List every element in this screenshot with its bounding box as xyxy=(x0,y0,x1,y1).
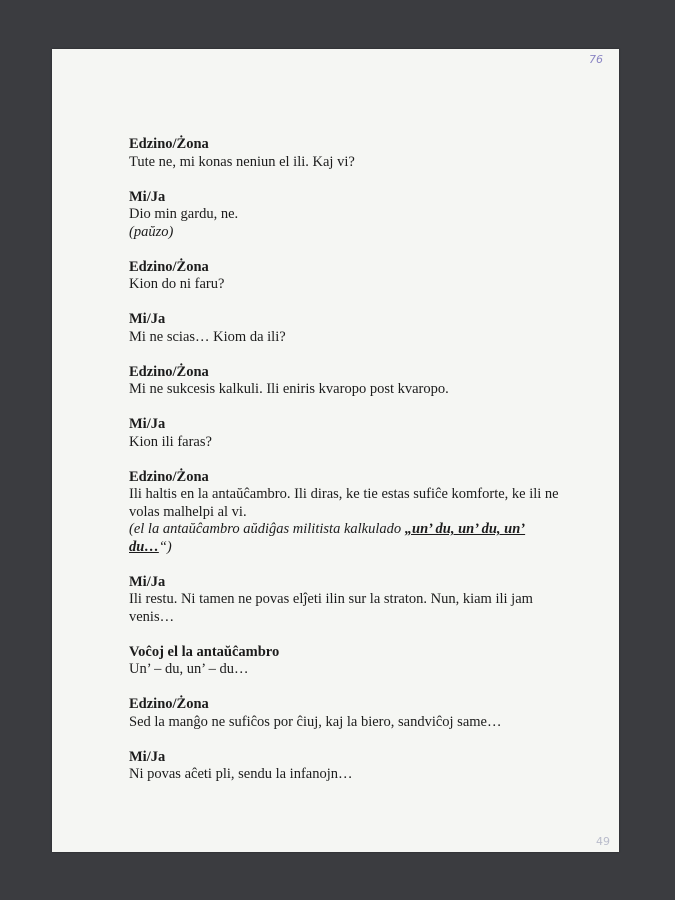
dialogue-line: Un’ – du, un’ – du… xyxy=(129,661,249,677)
speaker-name: Mi/Ja xyxy=(129,188,166,205)
dialogue-block xyxy=(129,416,564,451)
stage-direction-text: (el la antaŭĉambro aŭdiĝas militista kalkulado xyxy=(129,521,405,537)
page-number-faint: 49 xyxy=(596,835,610,848)
speaker-name: Edzino/Żona xyxy=(129,258,209,275)
speaker-name: Edzino/Żona xyxy=(129,363,209,380)
stage-direction: (paŭzo) xyxy=(129,223,174,240)
dialogue-line: Kion do ni faru? xyxy=(129,276,225,292)
speaker-name: Mi/Ja xyxy=(129,748,166,765)
dialogue-block xyxy=(129,136,564,171)
dialogue-block xyxy=(129,574,564,627)
dialogue-block xyxy=(129,189,564,242)
stage-direction xyxy=(129,521,564,556)
page-number-handwritten: 76 xyxy=(589,53,603,66)
dialogue-line: Dio min gardu, ne. xyxy=(129,206,239,222)
speaker-name: Mi/Ja xyxy=(129,573,166,590)
dialogue-line: Mi ne scias… Kiom da ili? xyxy=(129,328,286,345)
speaker-name: Mi/Ja xyxy=(129,416,166,432)
dialogue-line: Ili haltis en la antaŭĉambro. Ili diras, ke tie estas sufiĉe komforte, ke ili ne volas malhelpi al vi. xyxy=(129,486,559,520)
script-body xyxy=(129,136,564,801)
stage-direction-close: “) xyxy=(158,538,172,555)
dialogue-line: Ni povas aĉeti pli, sendu la infanojn… xyxy=(129,766,353,782)
dialogue-line: Tute ne, mi konas neniun el ili. Kaj vi? xyxy=(129,153,355,170)
dialogue-line: Mi ne sukcesis kalkuli. Ili eniris kvaropo post kvaropo. xyxy=(129,381,449,397)
dialogue-block xyxy=(129,364,564,399)
dialogue-block xyxy=(129,644,564,679)
dialogue-block xyxy=(129,749,564,784)
dialogue-line: Sed la manĝo ne sufiĉos por ĉiuj, kaj la biero, sandviĉoj same… xyxy=(129,713,502,730)
dialogue-block xyxy=(129,259,564,294)
document-page xyxy=(52,49,619,852)
dialogue-line: Ili restu. Ni tamen ne povas elĵeti ilin sur la straton. Nun, kiam ili jam venis… xyxy=(129,591,533,625)
speaker-name: Mi/Ja xyxy=(129,311,166,327)
stage-direction-emphasis: „un’ du, un’ du, un’ du… xyxy=(129,521,526,555)
dialogue-block xyxy=(129,696,564,731)
speaker-name: Edzino/Żona xyxy=(129,136,209,152)
dialogue-block xyxy=(129,469,564,557)
speaker-name: Voĉoj el la antaŭĉambro xyxy=(129,643,280,660)
dialogue-block xyxy=(129,311,564,346)
speaker-name: Edzino/Żona xyxy=(129,468,209,485)
dialogue-line: Kion ili faras? xyxy=(129,433,212,450)
speaker-name: Edzino/Żona xyxy=(129,696,209,712)
